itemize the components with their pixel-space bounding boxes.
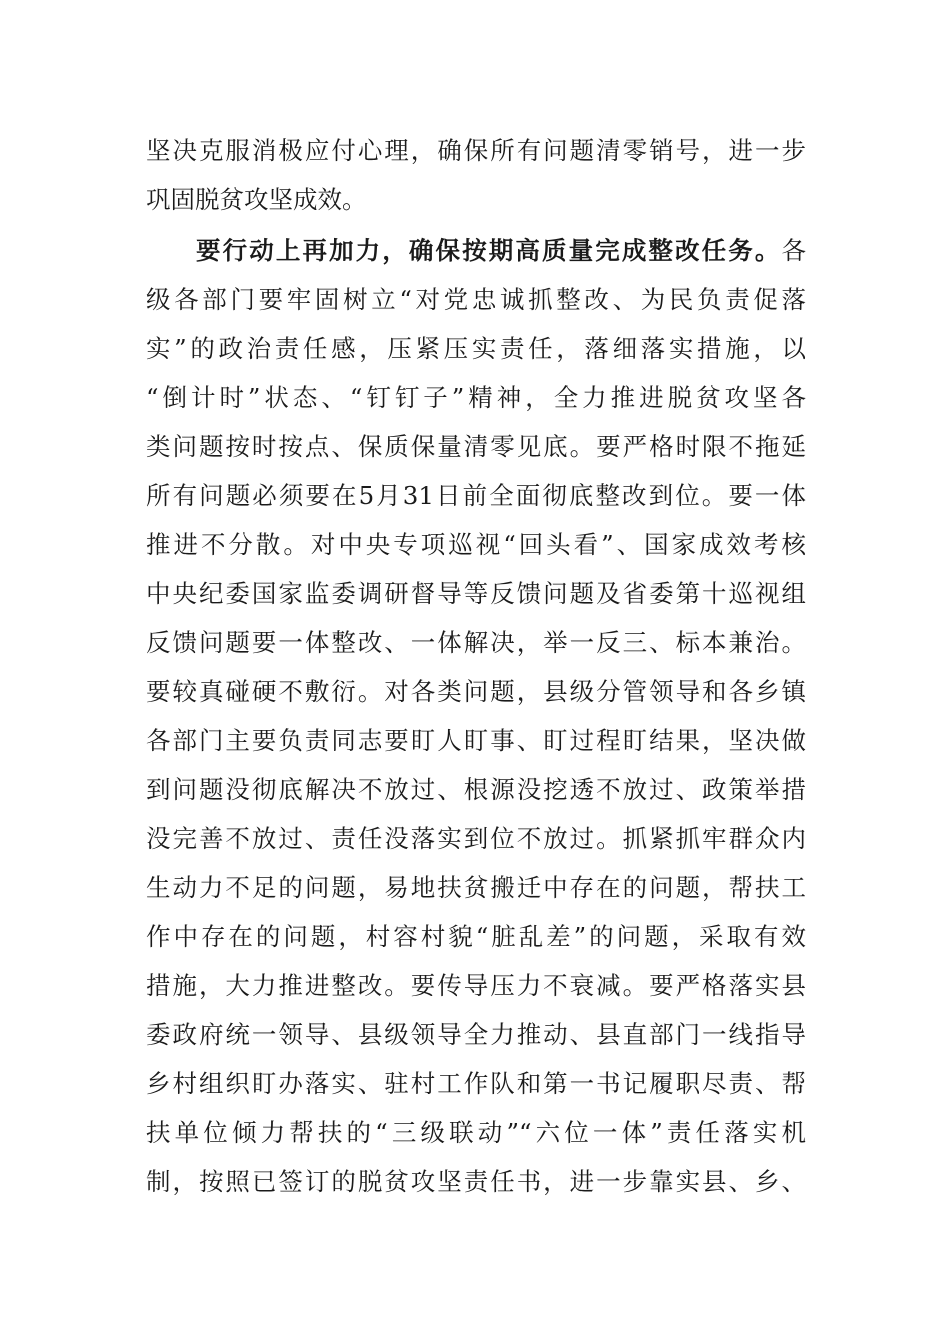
text-line: 反馈问题要一体整改、一体解决，举一反三、标本兼治。 bbox=[146, 628, 806, 657]
text-line: 所有问题必须要在5月31日前全面彻底整改到位。要一体 bbox=[146, 481, 806, 510]
text-line: “倒计时”状态、“钉钉子”精神，全力推进脱贫攻坚各 bbox=[146, 383, 806, 412]
text-line: 各部门主要负责同志要盯人盯事、盯过程盯结果，坚决做 bbox=[146, 726, 806, 755]
text-line: 要较真碰硬不敷衍。对各类问题，县级分管领导和各乡镇 bbox=[146, 677, 806, 706]
text-line: 委政府统一领导、县级领导全力推动、县直部门一线指导 bbox=[146, 1020, 806, 1049]
paragraph-heading: 要行动上再加力，确保按期高质量完成整改任务。 bbox=[196, 236, 782, 265]
text-line: 扶单位倾力帮扶的“三级联动”“六位一体”责任落实机 bbox=[146, 1118, 806, 1147]
paragraph-heading-line bbox=[196, 231, 806, 271]
text-line: 实”的政治责任感，压紧压实责任，落细落实措施，以 bbox=[146, 334, 806, 363]
text-line: 没完善不放过、责任没落实到位不放过。抓紧抓牢群众内 bbox=[146, 824, 806, 853]
text-line: 生动力不足的问题，易地扶贫搬迁中存在的问题，帮扶工 bbox=[146, 873, 806, 902]
text-line: 到问题没彻底解决不放过、根源没挖透不放过、政策举措 bbox=[146, 775, 806, 804]
text-line: 乡村组织盯办落实、驻村工作队和第一书记履职尽责、帮 bbox=[146, 1069, 806, 1098]
text-line: 类问题按时按点、保质保量清零见底。要严格时限不拖延 bbox=[146, 432, 806, 461]
text-line: 巩固脱贫攻坚成效。 bbox=[146, 185, 367, 214]
text-line: 推进不分散。对中央专项巡视“回头看”、国家成效考核 bbox=[146, 530, 806, 559]
text-line: 中央纪委国家监委调研督导等反馈问题及省委第十巡视组 bbox=[146, 579, 806, 608]
text-fragment: 各 bbox=[781, 236, 806, 265]
text-line: 制，按照已签订的脱贫攻坚责任书，进一步靠实县、乡、 bbox=[146, 1167, 806, 1196]
text-line: 作中存在的问题，村容村貌“脏乱差”的问题，采取有效 bbox=[146, 922, 806, 951]
text-line: 坚决克服消极应付心理，确保所有问题清零销号，进一步 bbox=[146, 136, 806, 165]
text-line: 措施，大力推进整改。要传导压力不衰减。要严格落实县 bbox=[146, 971, 806, 1000]
text-line: 级各部门要牢固树立“对党忠诚抓整改、为民负责促落 bbox=[146, 285, 806, 314]
